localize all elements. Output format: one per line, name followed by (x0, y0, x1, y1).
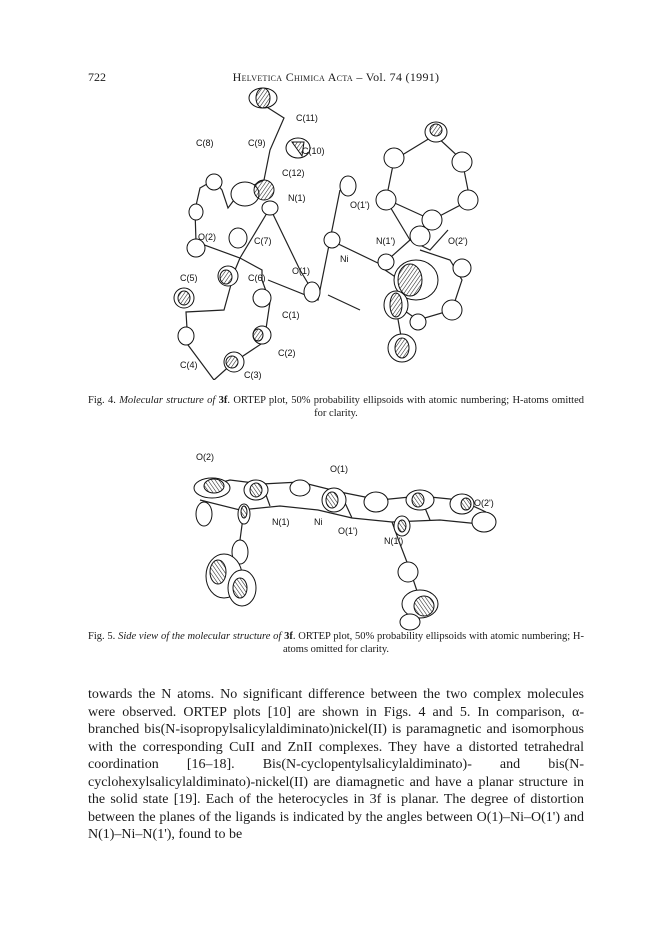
atom-label-n1: N(1) (272, 517, 290, 527)
atom-label-c1: C(1) (282, 310, 300, 320)
figure-5-ortep-side-view (0, 440, 672, 640)
atom-label-c8: C(8) (196, 138, 214, 148)
figure-4-caption-prefix: Fig. 4. (88, 395, 116, 406)
atom-label-ni: Ni (314, 517, 323, 527)
body-paragraph: towards the N atoms. No significant difference between the two complex molecules were observed. ORTEP plots [10] are shown in Figs. 4 and 5. In comparison, α-branched bis(N-isopropylsalicylaldiminato)nickel(II) is paramagnetic and isomorphous with the corresponding CuII and ZnII complexes. They have a distorted tetrahedral coordination [16–18]. Bis(N-cyclopentylsalicylaldiminato)- and bis(N-cyclohexylsalicylaldiminato)-nickel(II) are diamagnetic and have a planar structure in the solid state [19]. Each of the heterocycles in 3f is planar. The degree of distortion between the planes of the ligands is indicated by the angles between O(1)–Ni–O(1') and N(1)–Ni–N(1'), found to be (88, 687, 584, 842)
figure-4-caption-compound: 3f (218, 395, 228, 406)
journal-name: Helvetica Chimica Acta (232, 70, 353, 84)
atom-label-o2-prime: O(2') (448, 236, 468, 246)
atom-label-c9: C(9) (248, 138, 266, 148)
atom-label-c6: C(6) (248, 273, 266, 283)
atom-label-o1: O(1) (330, 464, 348, 474)
page-number: 722 (88, 70, 106, 84)
atom-label-o2-prime: O(2') (474, 498, 494, 508)
atom-label-o1: O(1) (292, 266, 310, 276)
atom-label-c11: C(11) (296, 113, 318, 123)
atom-label-n1-prime: N(1') (376, 236, 396, 246)
atom-label-c3: C(3) (244, 370, 262, 380)
figure-5-caption (88, 630, 584, 656)
atom-label-o1-prime: O(1') (338, 526, 358, 536)
atom-label-c4: C(4) (180, 360, 198, 370)
figure-5-caption-prefix: Fig. 5. (88, 631, 116, 642)
atom-label-c2: C(2) (278, 348, 296, 358)
atom-label-n1: N(1) (288, 193, 306, 203)
atom-labels (180, 113, 468, 380)
figure-4-caption-title: Molecular structure of (119, 395, 216, 406)
atom-label-ni: Ni (340, 254, 349, 264)
body-text (88, 686, 584, 844)
atom-label-c5: C(5) (180, 273, 198, 283)
atom-label-c7: C(7) (254, 236, 272, 246)
figure-4-ortep-plot (0, 80, 672, 380)
thermal-ellipsoids (174, 88, 478, 372)
journal-volume: – Vol. 74 (1991) (356, 70, 440, 84)
atom-label-n1-prime: N(1') (384, 536, 404, 546)
figure-5-caption-title: Side view of the molecular structure of (118, 631, 282, 642)
atom-label-o1-prime: O(1') (350, 200, 370, 210)
figure-4-caption (88, 394, 584, 420)
atom-label-c12: C(12) (282, 168, 305, 178)
figure-4-caption-text: . ORTEP plot, 50% probability ellipsoids with atomic numbering; H-atoms omitted for clarity. (227, 395, 585, 419)
figure-5-caption-text: . ORTEP plot, 50% probability ellipsoids with atomic numbering; H-atoms omitted for clarity. (282, 631, 585, 655)
atom-label-o2: O(2) (196, 452, 214, 462)
atom-label-o2: O(2) (198, 232, 216, 242)
figure-5-caption-compound: 3f (284, 631, 293, 642)
atom-label-c10: C(10) (302, 146, 325, 156)
